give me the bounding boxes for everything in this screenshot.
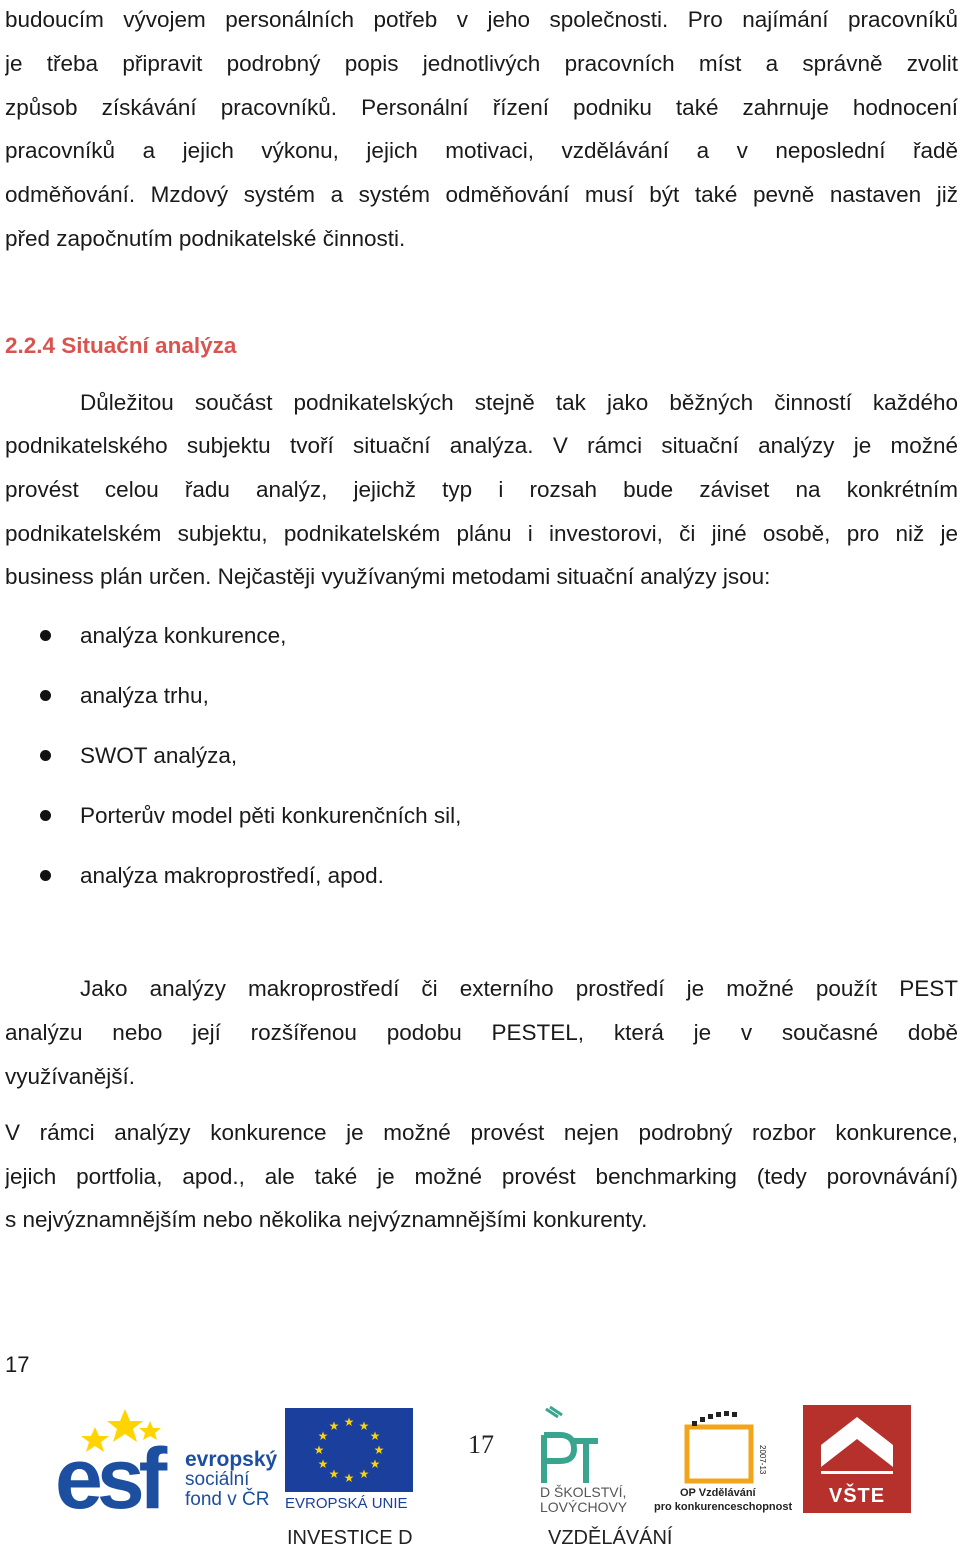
op-years: 2007-13 <box>758 1445 767 1475</box>
paragraph-line: podnikatelském subjektu, podnikatelském plánu i investorovi, či jiné osobě, pro niž je <box>5 521 958 546</box>
eu-flag-icon <box>285 1408 413 1492</box>
svg-text:★: ★ <box>328 1467 340 1481</box>
paragraph-line: budoucím vývojem personálních potřeb v jeho společnosti. Pro najímání pracovníků <box>5 7 958 32</box>
svg-text:★: ★ <box>317 1429 329 1443</box>
paragraph-line: podnikatelského subjektu tvoří situační analýza. V rámci situační analýzy je možné <box>5 433 958 458</box>
list-item: analýza makroprostředí, apod. <box>80 863 384 888</box>
vste-logo <box>803 1405 911 1513</box>
paragraph-line: Důležitou součást podnikatelských stejně tak jako běžných činností každého <box>80 390 958 415</box>
paragraph-line: způsob získávání pracovníků. Personální řízení podniku také zahrnuje hodnocení <box>5 95 958 120</box>
esf-line3: fond v ČR <box>185 1489 270 1510</box>
op-line1: OP Vzdělávání <box>680 1487 756 1499</box>
paragraph-line: využívanější. <box>5 1064 136 1089</box>
svg-text:★: ★ <box>328 1419 340 1433</box>
op-logo <box>652 1405 797 1515</box>
page-number: 17 <box>5 1352 30 1377</box>
footer-page-number: 17 <box>468 1430 494 1459</box>
vste-text: VŠTE <box>828 1485 886 1507</box>
msmt-mark-icon <box>540 1405 600 1485</box>
esf-logo <box>55 1405 280 1515</box>
svg-text:★: ★ <box>343 1415 355 1429</box>
svg-text:★: ★ <box>369 1429 381 1443</box>
section-heading: 2.2.4 Situační analýza <box>5 333 237 358</box>
paragraph-line: business plán určen. Nejčastěji využívanými metodami situační analýzy jsou: <box>5 564 771 589</box>
paragraph-line: provést celou řadu analýz, jejichž typ i rozsah bude záviset na konkrétním <box>5 477 958 502</box>
msmt-line1: D ŠKOLSTVÍ, <box>540 1484 627 1500</box>
footer-caption-right: VZDĚLÁVÁNÍ <box>548 1527 673 1549</box>
svg-text:★: ★ <box>358 1467 370 1481</box>
svg-text:★: ★ <box>343 1471 355 1485</box>
list-item: Porterův model pěti konkurenčních sil, <box>80 803 462 828</box>
list-item: analýza trhu, <box>80 683 209 708</box>
paragraph-line: s nejvýznamnějším nebo několika nejvýznamnějšími konkurenty. <box>5 1207 648 1232</box>
paragraph-line: pracovníků a jejich výkonu, jejich motivaci, vzdělávání a v neposlední řadě <box>5 138 958 163</box>
svg-text:★: ★ <box>358 1419 370 1433</box>
paragraph-line: V rámci analýzy konkurence je možné provést nejen podrobný rozbor konkurence, <box>5 1120 958 1145</box>
svg-text:★: ★ <box>313 1443 325 1457</box>
bullet-dot-icon <box>40 690 51 701</box>
bullet-dot-icon <box>40 870 51 881</box>
msmt-logo <box>540 1405 650 1515</box>
svg-text:esf: esf <box>55 1431 162 1515</box>
paragraph-line: Jako analýzy makroprostředí či externího prostředí je možné použít PEST <box>80 976 958 1001</box>
eu-caption: EVROPSKÁ UNIE <box>285 1495 408 1512</box>
list-item: SWOT analýza, <box>80 743 238 768</box>
bullet-dot-icon <box>40 630 51 641</box>
paragraph-line: jejich portfolia, apod., ale také je možné provést benchmarking (tedy porovnávání) <box>5 1164 958 1189</box>
msmt-line2: LOVÝCHOVY <box>540 1499 628 1515</box>
svg-text:★: ★ <box>373 1443 385 1457</box>
op-mark-icon <box>652 1405 797 1487</box>
bullet-dot-icon <box>40 810 51 821</box>
paragraph-line: odměňování. Mzdový systém a systém odměňování musí být také pevně nastaven již <box>5 182 958 207</box>
op-line2: pro konkurenceschopnost <box>654 1501 793 1513</box>
list-item: analýza konkurence, <box>80 623 287 648</box>
paragraph-line: analýzu nebo její rozšířenou podobu PESTEL, která je v současné době <box>5 1020 958 1045</box>
svg-text:★: ★ <box>369 1457 381 1471</box>
paragraph-line: je třeba připravit podrobný popis jednotlivých pracovních míst a správně zvolit <box>5 51 958 76</box>
eu-logo <box>285 1408 413 1515</box>
esf-line1: evropský <box>185 1448 278 1471</box>
svg-text:★: ★ <box>317 1457 329 1471</box>
footer-caption-left: INVESTICE D <box>287 1527 413 1549</box>
bullet-dot-icon <box>40 750 51 761</box>
esf-line2: sociální <box>185 1469 250 1490</box>
paragraph-line: před započnutím podnikatelské činnosti. <box>5 226 406 251</box>
